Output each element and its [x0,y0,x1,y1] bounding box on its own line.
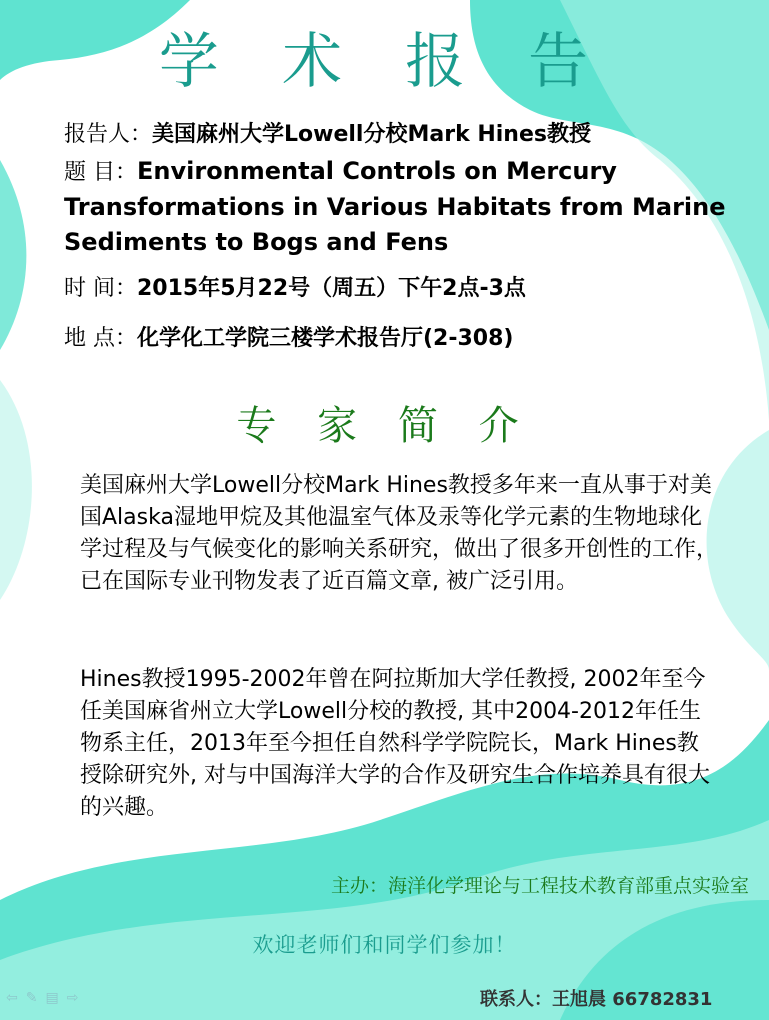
bio-paragraph-1: 美国麻州大学Lowell分校Mark Hines教授多年来一直从事于对美国Alaska湿地甲烷及其他温室气体及汞等化学元素的生物地球化学过程及与气候变化的影响关系研究，做出了很多开创性的工作，已在国际专业刊物发表了近百篇文章, 被广泛引用。 [80,473,719,594]
menu-icon[interactable]: ▤ [45,990,59,1006]
place-line [64,322,754,356]
contact-line: 联系人：王旭晨 66782831 [480,989,713,1010]
host-line: 主办：海洋化学理论与工程技术教育部重点实验室 [330,875,749,897]
arrow-right-icon[interactable]: ⇨ [66,990,79,1006]
place-label: 地 点： [64,326,137,351]
speaker-value: 美国麻州大学Lowell分校Mark Hines教授 [152,122,591,147]
time-label: 时 间： [64,276,137,301]
topic-line [64,154,754,260]
page-title: 学 术 报 告 [158,27,611,97]
speaker-label: 报告人： [64,122,153,147]
section-title: 专 家 简 介 [236,403,533,449]
bio-paragraph-2: Hines教授1995-2002年曾在阿拉斯加大学任教授, 2002年至今任美国麻省州立大学Lowell分校的教授, 其中2004-2012年任生物系主任，2013年至今担任自然科学学院院长，Mark Hines教授除研究外, 对与中国海洋大学的合作及研究生合作培养具有很大的兴趣。 [80,667,710,820]
topic-value: Environmental Controls on Mercury Transformations in Various Habitats from Marine Sediments to Bogs and Fens [64,157,726,256]
pen-icon[interactable]: ✎ [25,990,38,1006]
slide-nav [6,990,78,1006]
time-value: 2015年5月22号（周五）下午2点-3点 [137,276,526,301]
welcome-line: 欢迎老师们和同学们参加！ [252,933,517,957]
place-value: 化学化工学院三楼学术报告厅(2-308) [137,326,514,351]
speaker-line [64,118,754,152]
topic-label: 题 目： [64,160,137,185]
wave-left-mid [0,160,26,350]
time-line [64,272,754,306]
arrow-left-icon[interactable]: ⇦ [6,990,18,1006]
